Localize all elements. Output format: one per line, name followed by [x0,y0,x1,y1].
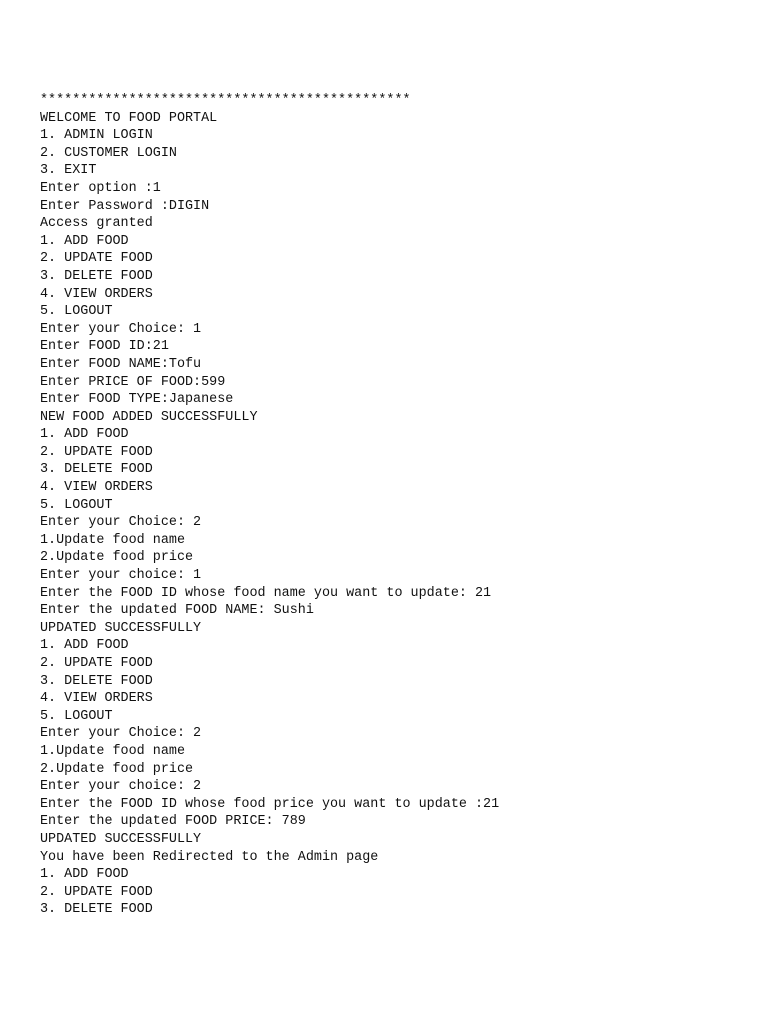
console-line: 4. VIEW ORDERS [40,480,153,496]
console-line: Access granted [40,216,153,232]
console-line: UPDATED SUCCESSFULLY [40,831,202,847]
console-line: 1.Update food name [40,743,186,759]
console-line: 2. CUSTOMER LOGIN [40,145,177,161]
console-line: 3. EXIT [40,163,97,179]
console-line: Enter the updated FOOD PRICE: 789 [40,814,306,830]
console-line: UPDATED SUCCESSFULLY [40,620,202,636]
console-line: Enter the updated FOOD NAME: Sushi [40,603,314,619]
console-line: WELCOME TO FOOD PORTAL [40,110,218,126]
console-line: Enter FOOD ID:21 [40,339,169,355]
console-line: Enter FOOD TYPE:Japanese [40,392,234,408]
console-line: You have been Redirected to the Admin page [40,849,379,865]
console-line: 5. LOGOUT [40,708,113,724]
console-line: Enter your choice: 1 [40,568,202,584]
console-line: Enter the FOOD ID whose food price you want to update :21 [40,796,500,812]
console-line: Enter PRICE OF FOOD:599 [40,374,226,390]
console-line: Enter your choice: 2 [40,779,202,795]
console-line: 2. UPDATE FOOD [40,656,153,671]
console-line: 1. ADD FOOD [40,427,129,443]
console-line: 3. DELETE FOOD [40,902,153,918]
console-line: 3. DELETE FOOD [40,268,153,284]
console-line: 4. VIEW ORDERS [40,691,153,707]
console-line: 1. ADD FOOD [40,638,129,654]
console-line: 2.Update food price [40,761,194,777]
console-line: Enter FOOD NAME:Tofu [40,356,202,372]
console-line: ********************************************** [40,93,411,108]
console-line: Enter option :1 [40,180,161,196]
console-line: 1. ADD FOOD [40,233,129,249]
console-line: NEW FOOD ADDED SUCCESSFULLY [40,409,258,425]
console-line: 2. UPDATE FOOD [40,444,153,460]
console-line: Enter Password :DIGIN [40,198,210,214]
console-line: 2. UPDATE FOOD [40,251,153,267]
console-line: 3. DELETE FOOD [40,462,153,478]
console-line: Enter the FOOD ID whose food name you want to update: 21 [40,585,492,601]
console-line: 5. LOGOUT [40,497,113,513]
console-line: Enter your Choice: 1 [40,321,202,337]
console-output [40,92,499,919]
console-line: Enter your Choice: 2 [40,726,202,742]
console-line: 2. UPDATE FOOD [40,884,153,900]
console-line: Enter your Choice: 2 [40,515,202,531]
console-line: 2.Update food price [40,550,194,566]
console-line: 1. ADMIN LOGIN [40,128,153,144]
console-line: 1. ADD FOOD [40,867,129,883]
console-line: 4. VIEW ORDERS [40,286,153,302]
console-line: 5. LOGOUT [40,304,113,320]
console-line: 1.Update food name [40,532,186,548]
console-line: 3. DELETE FOOD [40,673,153,689]
